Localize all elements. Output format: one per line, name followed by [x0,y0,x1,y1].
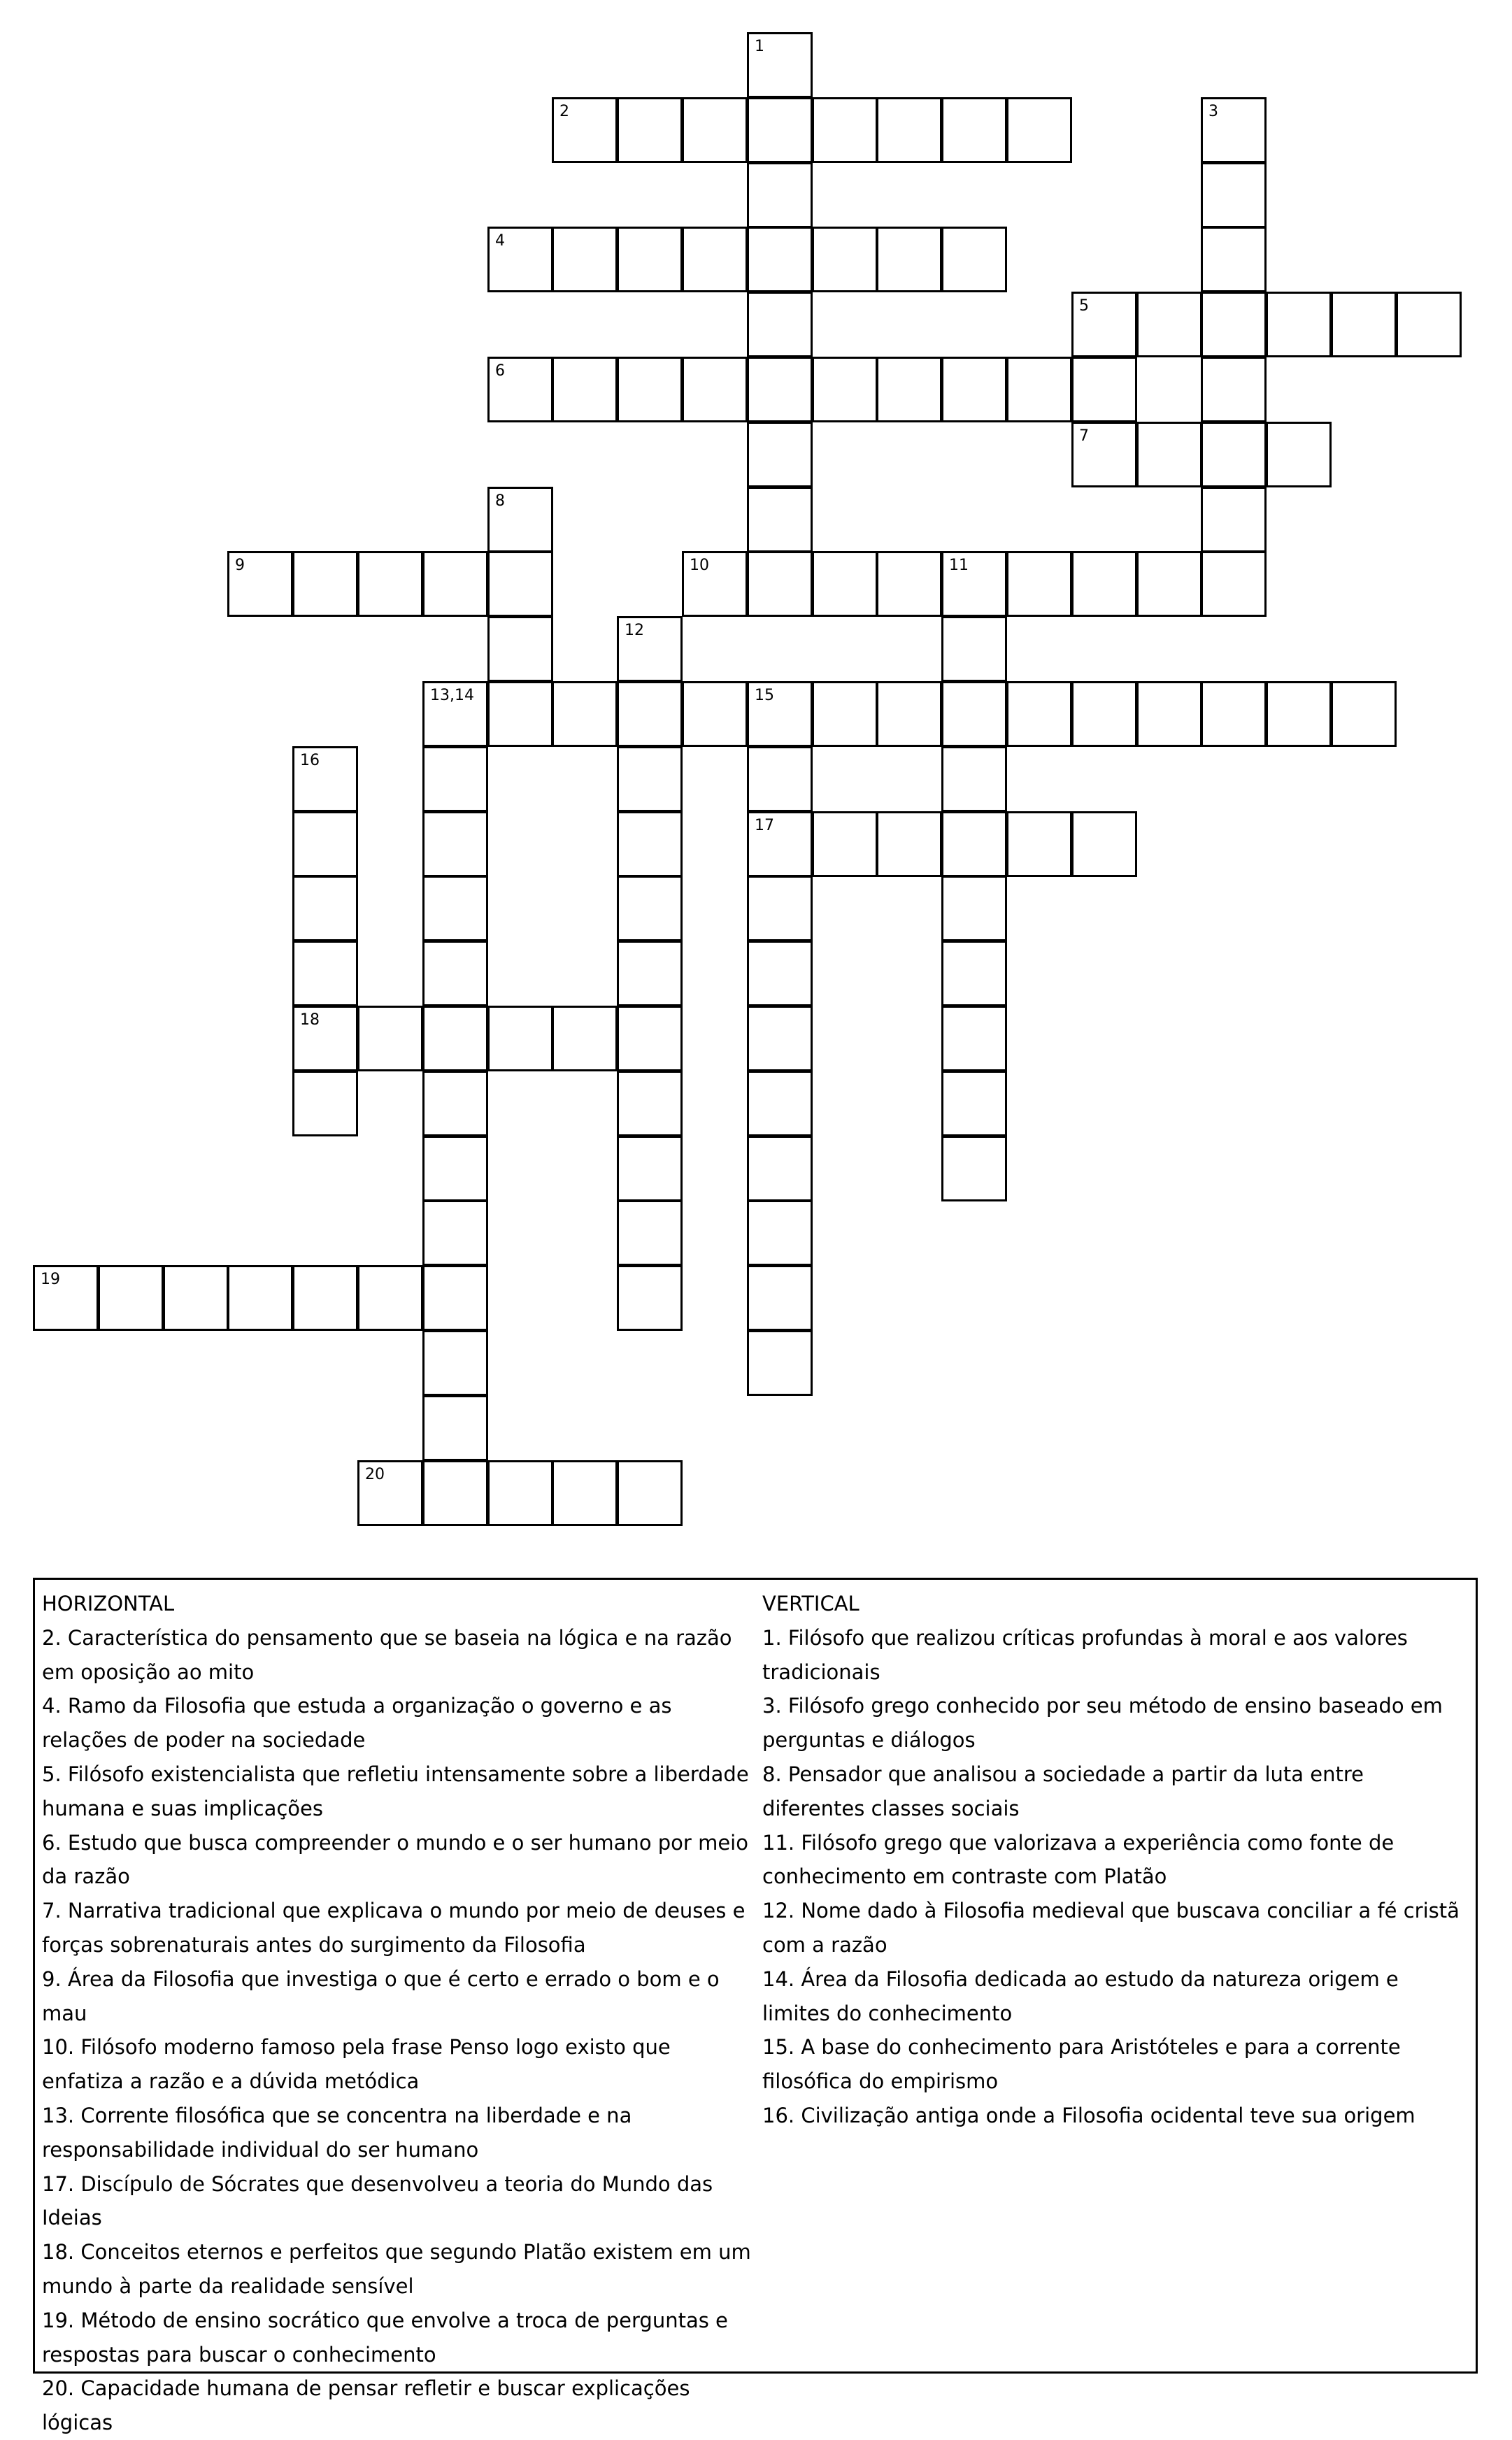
crossword-cell[interactable] [941,876,1007,941]
crossword-cell[interactable] [747,97,813,163]
crossword-cell[interactable] [747,1265,813,1331]
crossword-cell[interactable] [1006,97,1072,163]
crossword-cell[interactable] [487,487,553,552]
crossword-cell[interactable] [357,551,423,617]
clue-h-6: 6. Estudo que busca compreender o mundo e o ser humano por meio da razão [42,1830,748,1889]
crossword-cell[interactable] [617,1460,683,1526]
crossword-cell[interactable] [682,97,748,163]
clue-number: 15 [755,687,774,704]
crossword-cell[interactable] [747,227,813,292]
crossword-cell[interactable] [552,357,618,422]
crossword-cell[interactable] [941,811,1007,877]
crossword-cell[interactable] [876,551,942,617]
crossword-cell[interactable] [876,227,942,292]
crossword-cell[interactable] [422,681,488,747]
crossword-cell[interactable] [941,1006,1007,1071]
clue-h-4: 4. Ramo da Filosofia que estuda a organização o governo e as relações de poder na sociedade [42,1694,672,1753]
crossword-cell[interactable] [617,746,683,812]
crossword-cell[interactable] [357,1265,423,1331]
crossword-cell[interactable] [812,97,878,163]
crossword-cell[interactable] [487,1460,553,1526]
crossword-cell[interactable] [33,1265,99,1331]
clue-number: 20 [365,1466,385,1483]
crossword-cell[interactable] [617,811,683,877]
crossword-cell[interactable] [617,227,683,292]
clue-number: 2 [559,103,569,120]
crossword-cell[interactable] [1071,357,1137,422]
crossword-cell[interactable] [1201,681,1267,747]
clue-h-20: 20. Capacidade humana de pensar refletir e buscar explicações lógicas [42,2376,690,2435]
crossword-cell[interactable] [747,876,813,941]
crossword-cell[interactable] [941,941,1007,1006]
crossword-cell[interactable] [876,97,942,163]
clue-number: 4 [495,232,505,250]
clue-h-17: 17. Discípulo de Sócrates que desenvolveu a teoria do Mundo das Ideias [42,2171,713,2230]
crossword-cell[interactable] [1006,811,1072,877]
clue-number: 11 [949,557,969,574]
crossword-cell[interactable] [617,876,683,941]
crossword-cell[interactable] [487,616,553,682]
crossword-cell[interactable] [1331,292,1397,357]
crossword-cell[interactable] [1201,227,1267,292]
crossword-cell[interactable] [1071,811,1137,877]
crossword-cell[interactable] [422,551,488,617]
crossword-cell[interactable] [1201,97,1267,163]
crossword-cell[interactable] [1006,357,1072,422]
clue-number: 9 [235,557,245,574]
crossword-cell[interactable] [941,357,1007,422]
crossword-cell[interactable] [487,551,553,617]
crossword-cell[interactable] [876,357,942,422]
crossword-cell[interactable] [747,162,813,228]
crossword-cell[interactable] [747,1071,813,1136]
crossword-cell[interactable] [1266,422,1332,487]
crossword-cell[interactable] [747,941,813,1006]
crossword-cell[interactable] [747,32,813,98]
crossword-cell[interactable] [1071,422,1137,487]
crossword-cell[interactable] [1201,487,1267,552]
crossword-cell[interactable] [876,681,942,747]
crossword-cell[interactable] [682,551,748,617]
crossword-cell[interactable] [422,1071,488,1136]
crossword-cell[interactable] [941,97,1007,163]
crossword-cell[interactable] [422,1006,488,1071]
crossword-cell[interactable] [292,941,358,1006]
crossword-cell[interactable] [357,1460,423,1526]
clue-h-5: 5. Filósofo existencialista que refletiu intensamente sobre a liberdade humana e suas implicações [42,1762,749,1820]
crossword-cell[interactable] [292,876,358,941]
crossword-cell[interactable] [747,292,813,357]
clue-v-8: 8. Pensador que analisou a sociedade a partir da luta entre diferentes classes sociais [762,1762,1364,1820]
crossword-cell[interactable] [617,1006,683,1071]
crossword-cell[interactable] [617,1265,683,1331]
crossword-cell[interactable] [292,551,358,617]
crossword-cell[interactable] [552,1006,618,1071]
crossword-cell[interactable] [941,681,1007,747]
clue-number: 12 [625,622,644,639]
crossword-cell[interactable] [487,227,553,292]
clue-h-2: 2. Característica do pensamento que se baseia na lógica e na razão em oposição ao mito [42,1625,732,1684]
crossword-cell[interactable] [1201,292,1267,357]
crossword-cell[interactable] [292,811,358,877]
crossword-cell[interactable] [682,227,748,292]
crossword-cell[interactable] [747,681,813,747]
crossword-cell[interactable] [1201,551,1267,617]
clue-number: 8 [495,492,505,510]
clue-v-16: 16. Civilização antiga onde a Filosofia ocidental teve sua origem [762,2103,1415,2127]
crossword-cell[interactable] [1201,422,1267,487]
clue-number: 10 [690,557,709,574]
crossword-cell[interactable] [812,551,878,617]
clue-number: 5 [1079,297,1089,315]
clue-h-9: 9. Área da Filosofia que investiga o que é certo e errado o bom e o mau [42,1967,720,2025]
crossword-cell[interactable] [422,811,488,877]
crossword-cell[interactable] [747,811,813,877]
crossword-cell[interactable] [747,487,813,552]
crossword-cell[interactable] [617,616,683,682]
crossword-cell[interactable] [941,551,1007,617]
clue-number: 16 [300,752,320,769]
clue-number: 17 [755,817,774,834]
clue-v-15: 15. A base do conhecimento para Aristóteles e para a corrente filosófica do empirismo [762,2035,1401,2094]
clue-number: 18 [300,1011,320,1029]
crossword-cell[interactable] [747,1136,813,1201]
clue-number: 7 [1079,427,1089,445]
clue-h-18: 18. Conceitos eternos e perfeitos que segundo Platão existem em um mundo à parte da realidade sensível [42,2240,751,2298]
crossword-cell[interactable] [812,357,878,422]
crossword-cell[interactable] [422,941,488,1006]
horizontal-heading: HORIZONTAL [42,1592,175,1615]
vertical-clues [762,1587,1469,2133]
crossword-cell[interactable] [747,1330,813,1396]
crossword-cell[interactable] [292,746,358,812]
clue-h-19: 19. Método de ensino socrático que envolve a troca de perguntas e respostas para buscar o conhecimento [42,2308,728,2367]
crossword-cell[interactable] [747,746,813,812]
crossword-cell[interactable] [1071,292,1137,357]
clue-v-12: 12. Nome dado à Filosofia medieval que buscava conciliar a fé cristã com a razão [762,1899,1460,1957]
clue-h-13: 13. Corrente filosófica que se concentra na liberdade e na responsabilidade individual do ser humano [42,2103,632,2162]
crossword-cell[interactable] [1396,292,1462,357]
crossword-cell[interactable] [941,1136,1007,1201]
crossword-cell[interactable] [1266,292,1332,357]
clue-v-14: 14. Área da Filosofia dedicada ao estudo da natureza origem e limites do conhecimento [762,1967,1399,2025]
crossword-cell[interactable] [1266,681,1332,747]
crossword-cell[interactable] [941,746,1007,812]
crossword-cell[interactable] [1006,551,1072,617]
crossword-cell[interactable] [552,97,618,163]
crossword-cell[interactable] [941,616,1007,682]
clues-box [33,1578,1478,2435]
crossword-cell[interactable] [617,1200,683,1266]
clue-v-1: 1. Filósofo que realizou críticas profundas à moral e aos valores tradicionais [762,1625,1408,1684]
crossword-cell[interactable] [747,551,813,617]
crossword-cell[interactable] [1006,681,1072,747]
clue-v-3: 3. Filósofo grego conhecido por seu método de ensino baseado em perguntas e diálogos [762,1694,1443,1753]
crossword-cell[interactable] [812,227,878,292]
crossword-cell[interactable] [747,422,813,487]
crossword-cell[interactable] [1136,292,1202,357]
crossword-cell[interactable] [422,876,488,941]
crossword-cell[interactable] [422,1460,488,1526]
crossword-cell[interactable] [422,1136,488,1201]
crossword-cell[interactable] [1071,681,1137,747]
crossword-cell[interactable] [747,1006,813,1071]
crossword-cell[interactable] [1331,681,1397,747]
crossword-cell[interactable] [1201,357,1267,422]
crossword-cell[interactable] [941,227,1007,292]
crossword-cell[interactable] [422,1200,488,1266]
crossword-cell[interactable] [682,357,748,422]
crossword-cell[interactable] [617,357,683,422]
crossword-cell[interactable] [1201,162,1267,228]
crossword-cell[interactable] [422,1330,488,1396]
vertical-heading: VERTICAL [762,1592,860,1615]
crossword-cell[interactable] [747,1200,813,1266]
clue-number: 1 [755,38,764,55]
crossword-cell[interactable] [422,1265,488,1331]
crossword-cell[interactable] [617,1071,683,1136]
crossword-cell[interactable] [422,1395,488,1461]
horizontal-clues [42,1587,755,2440]
clue-h-10: 10. Filósofo moderno famoso pela frase Penso logo existo que enfatiza a razão e a dúvida metódica [42,2035,671,2094]
clue-h-7: 7. Narrativa tradicional que explicava o mundo por meio de deuses e forças sobrenaturais antes do surgimento da Filosofia [42,1899,746,1957]
crossword-cell[interactable] [747,357,813,422]
crossword-cell[interactable] [876,811,942,877]
crossword-cell[interactable] [812,681,878,747]
crossword-cell[interactable] [617,681,683,747]
clue-v-11: 11. Filósofo grego que valorizava a experiência como fonte de conhecimento em contraste com Platão [762,1830,1395,1889]
crossword-cell[interactable] [812,811,878,877]
crossword-cell[interactable] [227,1265,293,1331]
crossword-cell[interactable] [487,681,553,747]
crossword-cell[interactable] [552,681,618,747]
crossword-cell[interactable] [1136,551,1202,617]
crossword-cell[interactable] [941,1071,1007,1136]
crossword-cell[interactable] [292,1265,358,1331]
crossword-cell[interactable] [357,1006,423,1071]
crossword-cell[interactable] [487,1006,553,1071]
crossword-cell[interactable] [98,1265,164,1331]
crossword-cell[interactable] [617,1136,683,1201]
crossword-cell[interactable] [682,681,748,747]
crossword-cell[interactable] [1071,551,1137,617]
clue-number: 3 [1208,103,1218,120]
crossword-cell[interactable] [292,1071,358,1136]
crossword-cell[interactable] [552,1460,618,1526]
crossword-cell[interactable] [487,357,553,422]
crossword-cell[interactable] [227,551,293,617]
clue-number: 19 [41,1271,60,1288]
crossword-cell[interactable] [422,746,488,812]
clue-number: 13,14 [430,687,474,704]
clue-number: 6 [495,362,505,380]
crossword-cell[interactable] [163,1265,229,1331]
crossword-cell[interactable] [1136,681,1202,747]
crossword-cell[interactable] [552,227,618,292]
crossword-cell[interactable] [617,97,683,163]
crossword-cell[interactable] [617,941,683,1006]
crossword-cell[interactable] [292,1006,358,1071]
crossword-cell[interactable] [1136,422,1202,487]
